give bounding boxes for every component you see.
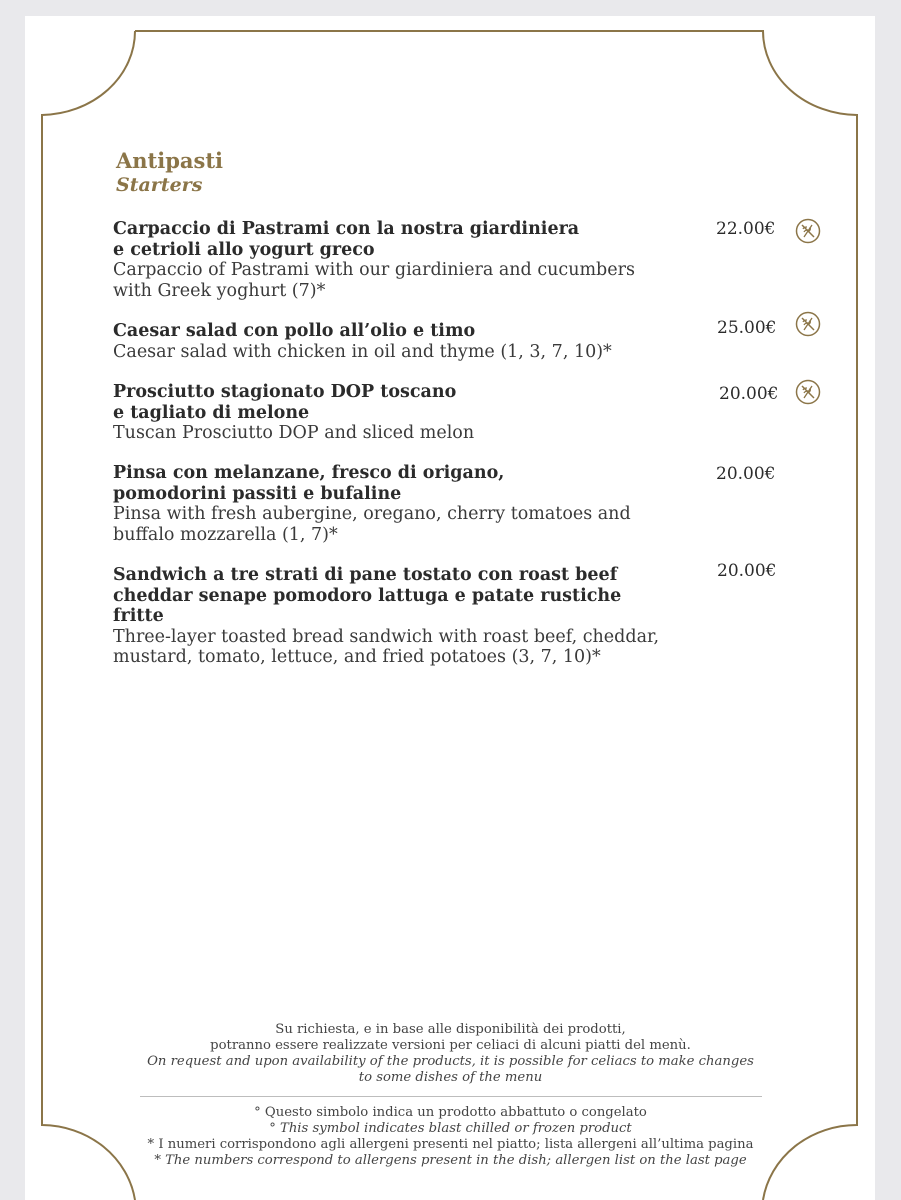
- menu-item: [113, 382, 683, 444]
- crossed-wheat-icon: [795, 218, 821, 244]
- celiac-note: [0, 1022, 901, 1086]
- section-title: Antipasti: [116, 148, 224, 173]
- legend-notes: [0, 1105, 901, 1169]
- dish-description: Three-layer toasted bread sandwich with roast beef, cheddar, mustard, tomato, lettuce, and fried potatoes (3, 7, 10)*: [113, 626, 660, 667]
- celiac-note-en-line1: On request and upon availability of the products, it is possible for celiacs to make changes: [147, 1054, 754, 1069]
- celiac-note-it-line2: potranno essere realizzate versioni per celiaci di alcuni piatti del menù.: [210, 1038, 691, 1053]
- dish-price: 20.00€: [717, 561, 777, 581]
- menu-item: [113, 463, 683, 545]
- dish-price: 22.00€: [716, 219, 776, 239]
- dish-price: 25.00€: [717, 318, 777, 338]
- celiac-note-it-line1: Su richiesta, e in base alle disponibilità dei prodotti,: [275, 1022, 626, 1037]
- dish-name: Prosciutto stagionato DOP toscano e tagliato di melone: [113, 382, 457, 423]
- dish-name: Carpaccio di Pastrami con la nostra giardiniera e cetrioli allo yogurt greco: [113, 219, 580, 260]
- symbol-note-it: ° Questo simbolo indica un prodotto abbattuto o congelato: [254, 1105, 647, 1120]
- dish-description: Pinsa with fresh aubergine, oregano, cherry tomatoes and buffalo mozzarella (1, 7)*: [113, 504, 631, 545]
- menu-item: [113, 321, 683, 362]
- section-subtitle: Starters: [116, 174, 203, 196]
- dish-name: Pinsa con melanzane, fresco di origano, pomodorini passiti e bufaline: [113, 463, 505, 504]
- dish-description: Tuscan Prosciutto DOP and sliced melon: [113, 423, 475, 443]
- dish-description: Carpaccio of Pastrami with our giardiniera and cucumbers with Greek yoghurt (7)*: [113, 260, 635, 301]
- dish-description: Caesar salad with chicken in oil and thyme (1, 3, 7, 10)*: [113, 341, 612, 362]
- allergen-note-it: * I numeri corrispondono agli allergeni presenti nel piatto; lista allergeni all’ultima pagina: [147, 1137, 754, 1152]
- crossed-wheat-icon: [795, 311, 821, 337]
- menu-item: [113, 565, 683, 668]
- dish-price: 20.00€: [719, 384, 779, 404]
- symbol-note-en: ° This symbol indicates blast chilled or frozen product: [269, 1121, 632, 1136]
- allergen-note-en: * The numbers correspond to allergens present in the dish; allergen list on the last page: [154, 1153, 747, 1168]
- celiac-note-en-line2: to some dishes of the menu: [358, 1070, 543, 1085]
- dish-name: Caesar salad con pollo all’olio e timo: [113, 321, 476, 341]
- dish-price: 20.00€: [716, 464, 776, 484]
- menu-item: [113, 219, 683, 301]
- crossed-wheat-icon: [795, 379, 821, 405]
- dish-name: Sandwich a tre strati di pane tostato con roast beef cheddar senape pomodoro lattuga e patate rustiche fritte: [113, 565, 622, 626]
- footer-divider: [140, 1096, 762, 1097]
